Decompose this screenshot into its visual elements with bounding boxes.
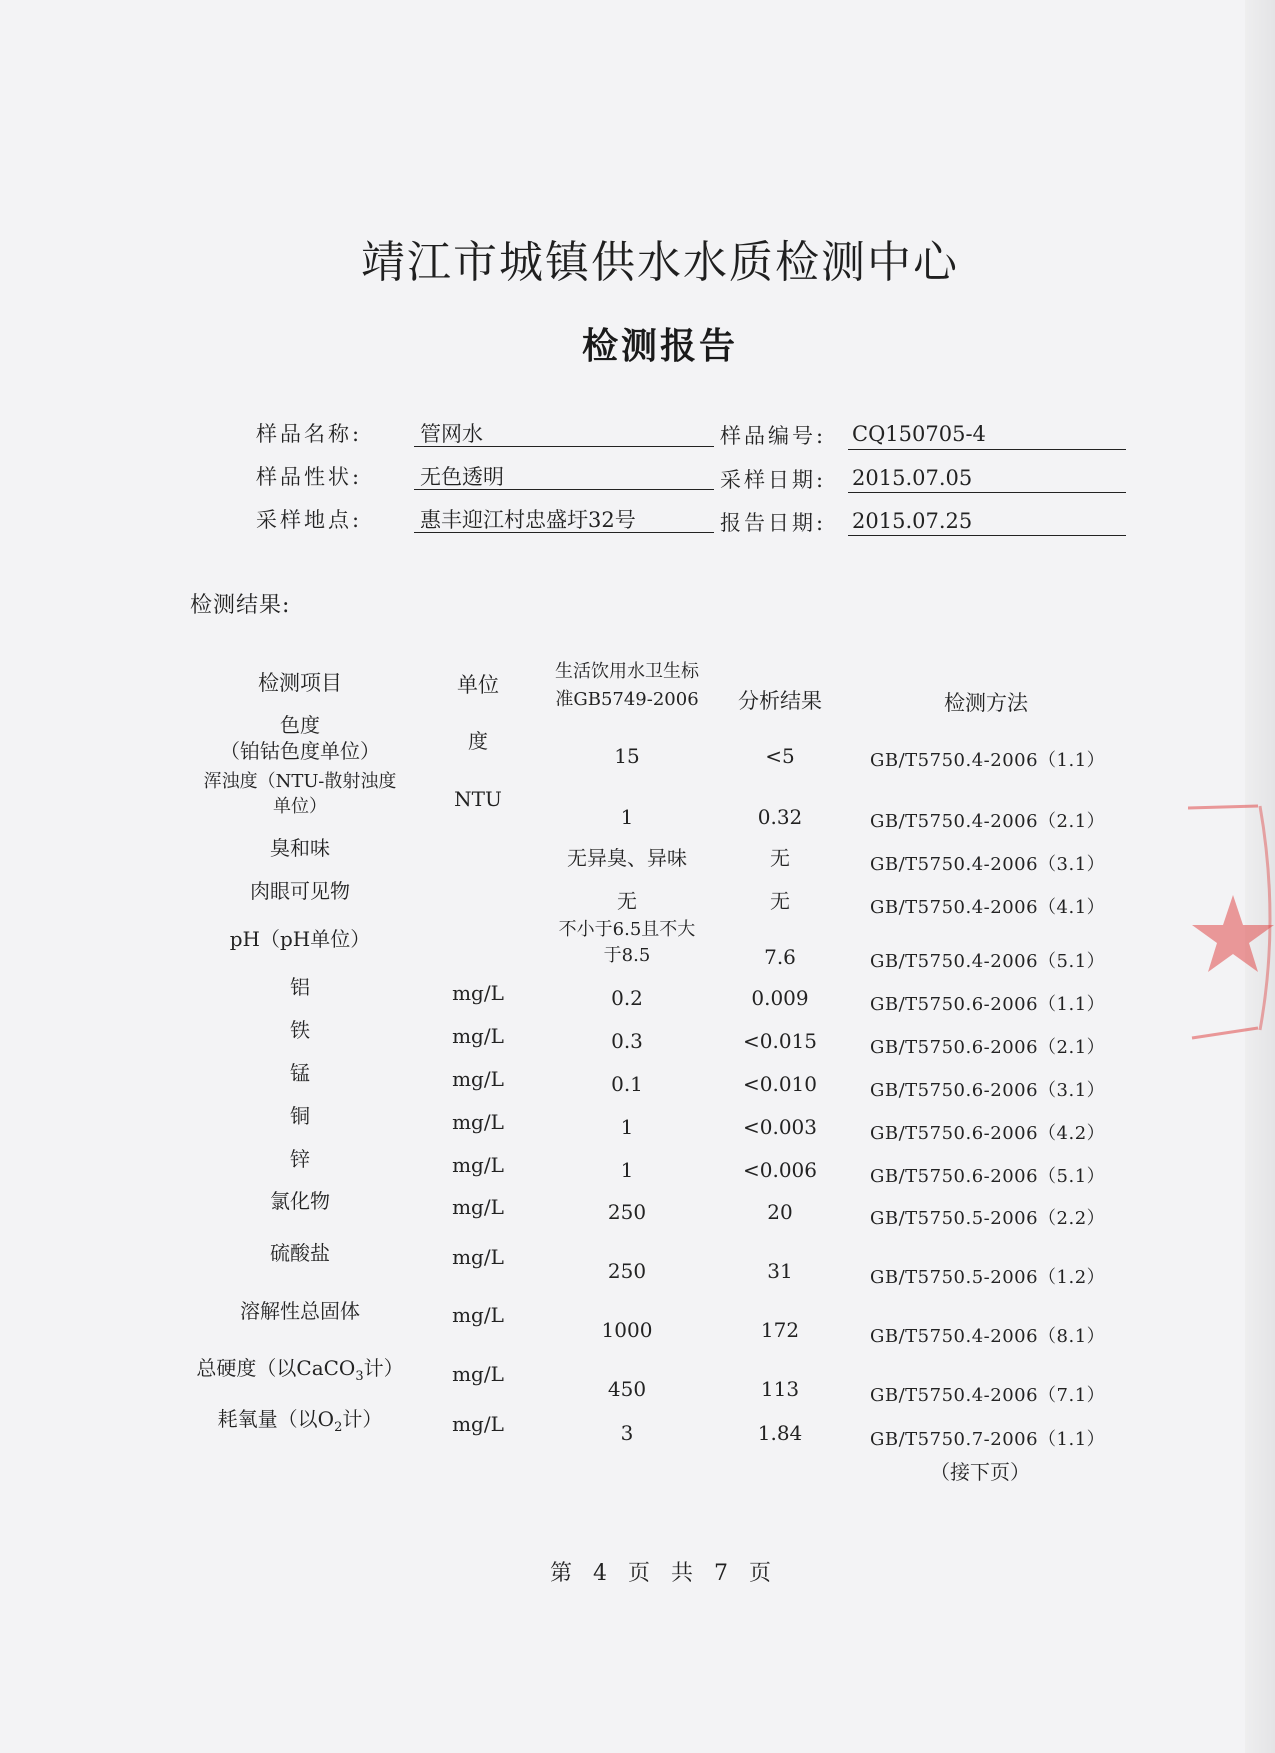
table-row-unit: mg/L: [452, 1362, 504, 1386]
table-row-item: 肉眼可见物: [250, 879, 350, 903]
table-row-result: 0.009: [751, 986, 809, 1010]
col-standard-header-line1: 生活饮用水卫生标: [555, 661, 699, 682]
table-row-standard: 0.3: [611, 1029, 643, 1053]
table-row-method: GB/T5750.4-2006（7.1）: [870, 1385, 1106, 1406]
table-row-method: GB/T5750.4-2006（5.1）: [870, 951, 1106, 972]
table-row-item: 色度: [280, 713, 320, 737]
sample-name-label: 样品名称:: [256, 422, 363, 446]
continued-note: （接下页）: [930, 1460, 1030, 1484]
table-row-result: 7.6: [764, 945, 796, 969]
sample-name-underline: [414, 446, 714, 447]
table-row-standard: 15: [614, 744, 640, 768]
table-row-method: GB/T5750.5-2006（2.2）: [870, 1208, 1106, 1229]
table-row-item-sub: 单位）: [273, 796, 327, 817]
report-title: 检测报告: [581, 325, 738, 367]
sampling-date-value: 2015.07.05: [852, 466, 973, 490]
table-row-result: 1.84: [757, 1421, 803, 1445]
table-row-item: 铝: [290, 975, 310, 999]
report-date-label: 报告日期:: [720, 511, 827, 535]
table-row-method: GB/T5750.7-2006（1.1）: [870, 1429, 1106, 1450]
table-row-unit: mg/L: [452, 1245, 504, 1269]
table-row-result: 20: [767, 1200, 793, 1224]
col-item-header: 检测项目: [258, 671, 342, 695]
col-standard-header-line2: 准GB5749-2006: [555, 689, 699, 710]
table-row-standard: 1: [620, 805, 634, 829]
table-row-unit: NTU: [454, 787, 502, 811]
table-row-standard: 450: [607, 1377, 647, 1401]
table-row-unit: mg/L: [452, 1303, 504, 1327]
sample-name-value: 管网水: [420, 422, 483, 446]
table-row-unit: mg/L: [452, 1153, 504, 1177]
table-row-item: 总硬度（以CaCO$_3$计）: [196, 1356, 404, 1384]
table-row-method: GB/T5750.4-2006（3.1）: [870, 854, 1106, 875]
col-unit-header: 单位: [457, 673, 499, 697]
table-row-item: 耗氧量（以$O_2$计）: [217, 1407, 383, 1435]
table-row-method: GB/T5750.5-2006（1.2）: [870, 1267, 1106, 1288]
col-method-header: 检测方法: [944, 691, 1028, 715]
table-row-standard: 无异臭、异味: [567, 846, 687, 870]
table-row-method: GB/T5750.6-2006（2.1）: [870, 1037, 1106, 1058]
table-row-item: 锰: [290, 1061, 310, 1085]
col-result-header: 分析结果: [738, 689, 822, 713]
table-row-standard: 无: [617, 889, 637, 913]
table-row-method: GB/T5750.6-2006（1.1）: [870, 994, 1106, 1015]
table-row-standard: 250: [607, 1259, 647, 1283]
report-date-underline: [848, 535, 1126, 536]
table-row-result: 31: [767, 1259, 793, 1283]
page-number: 第 4 页 共 7 页: [550, 1561, 771, 1586]
table-row-standard: 3: [620, 1421, 634, 1445]
table-row-item: 锌: [290, 1147, 310, 1171]
table-row-result: 172: [760, 1318, 800, 1342]
sample-state-value: 无色透明: [420, 465, 504, 489]
table-row-item-sub: （铂钴色度单位）: [220, 739, 380, 763]
table-row-result: 无: [770, 889, 790, 913]
table-row-result: <5: [765, 744, 795, 768]
table-row-method: GB/T5750.4-2006（8.1）: [870, 1326, 1106, 1347]
table-row-result: <0.010: [742, 1072, 817, 1096]
table-row-item: 溶解性总固体: [240, 1299, 360, 1323]
sample-code-label: 样品编号:: [720, 424, 827, 448]
location-label: 采样地点:: [256, 508, 363, 532]
table-row-unit: mg/L: [452, 1024, 504, 1048]
table-row-result: 113: [760, 1377, 800, 1401]
table-row-item: 氯化物: [270, 1189, 330, 1213]
sample-code-underline: [848, 449, 1126, 450]
table-row-item: 铁: [290, 1018, 310, 1042]
table-row-unit: mg/L: [452, 1110, 504, 1134]
table-row-unit: mg/L: [452, 1412, 504, 1436]
table-row-method: GB/T5750.4-2006（2.1）: [870, 811, 1106, 832]
table-row-unit: mg/L: [452, 1195, 504, 1219]
table-row-result: 无: [770, 846, 790, 870]
table-row-method: GB/T5750.6-2006（4.2）: [870, 1123, 1106, 1144]
sample-state-underline: [414, 489, 714, 490]
sample-state-label: 样品性状:: [256, 465, 363, 489]
sampling-date-label: 采样日期:: [720, 468, 827, 492]
table-row-unit: mg/L: [452, 981, 504, 1005]
table-row-item: 铜: [290, 1104, 310, 1128]
results-section-label: 检测结果:: [190, 593, 291, 618]
table-row-standard: 0.2: [611, 986, 643, 1010]
location-underline: [414, 532, 714, 533]
report-date-value: 2015.07.25: [852, 509, 973, 533]
table-row-result: 0.32: [757, 805, 803, 829]
table-row-standard: 于8.5: [603, 945, 651, 966]
table-row-standard: 250: [607, 1200, 647, 1224]
table-row-unit: mg/L: [452, 1067, 504, 1091]
sample-code-value: CQ150705-4: [852, 422, 986, 446]
table-row-method: GB/T5750.4-2006（1.1）: [870, 750, 1106, 771]
table-row-standard: 1000: [601, 1318, 653, 1342]
table-row-item: 臭和味: [270, 836, 330, 860]
table-row-standard: 0.1: [611, 1072, 643, 1096]
sampling-date-underline: [848, 492, 1126, 493]
table-row-item: pH（pH单位）: [229, 927, 371, 951]
table-row-result: <0.006: [742, 1158, 817, 1182]
table-row-method: GB/T5750.6-2006（5.1）: [870, 1166, 1106, 1187]
organization-title: 靖江市城镇供水水质检测中心: [361, 237, 959, 288]
table-row-result: <0.015: [742, 1029, 817, 1053]
table-row-standard: 1: [620, 1158, 634, 1182]
table-row-item: 浑浊度（NTU-散射浊度: [203, 771, 397, 792]
table-row-standard-line1: 不小于6.5且不大: [558, 919, 696, 940]
table-row-standard: 1: [620, 1115, 634, 1139]
location-value: 惠丰迎江村忠盛圩32号: [420, 508, 636, 532]
table-row-unit: 度: [468, 729, 488, 753]
table-row-method: GB/T5750.6-2006（3.1）: [870, 1080, 1106, 1101]
table-row-item: 硫酸盐: [270, 1241, 330, 1265]
red-stamp-icon: [1188, 800, 1275, 1045]
table-row-result: <0.003: [742, 1115, 817, 1139]
table-row-method: GB/T5750.4-2006（4.1）: [870, 897, 1106, 918]
